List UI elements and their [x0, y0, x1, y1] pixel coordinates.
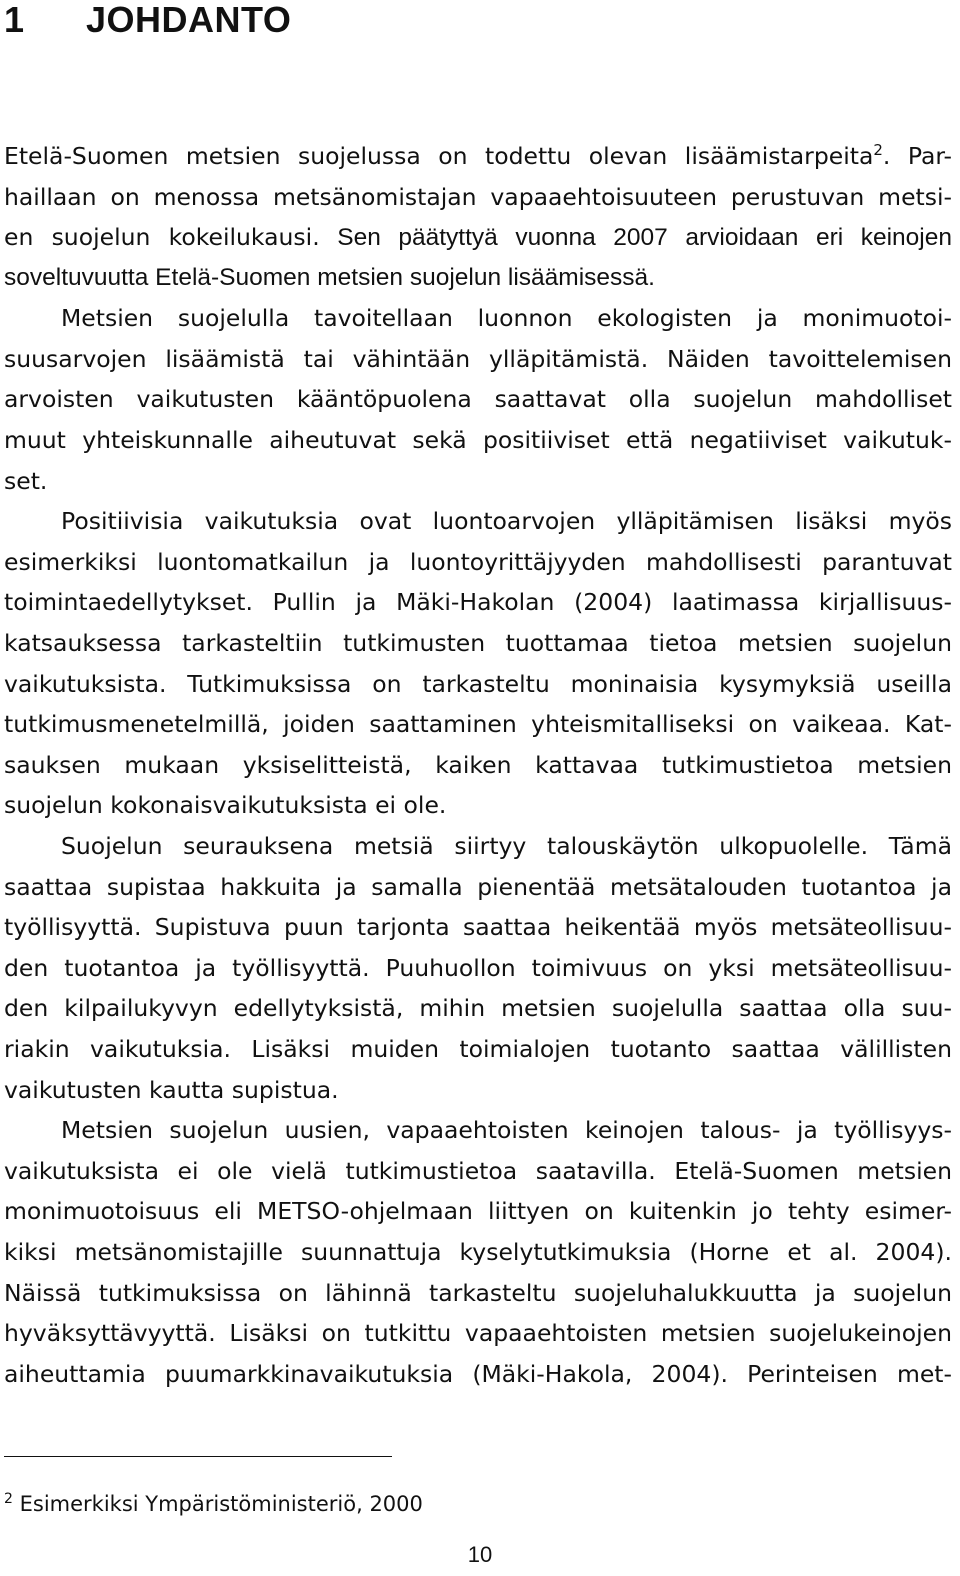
text-line: suojelun kokonaisvaikutuksista ei ole.: [4, 791, 447, 819]
text-line: den kilpailukyvyn edellytyksistä, mihin metsien suojelulla saattaa olla suu-: [4, 994, 952, 1022]
text-line: esimerkiksi luontomatkailun ja luontoyrittäjyyden mahdollisesti parantuvat: [4, 548, 952, 576]
text-line: vaikutuksista. Tutkimuksissa on tarkasteltu moninaisia kysymyksiä useilla: [4, 670, 952, 698]
text-line: muut yhteiskunnalle aiheutuvat sekä positiiviset että negatiiviset vaikutuk-: [4, 426, 952, 454]
text-line: Metsien suojelun uusien, vapaaehtoisten keinojen talous- ja työllisyys-: [61, 1116, 952, 1144]
text-line: soveltuvuutta Etelä-Suomen metsien suojelun lisäämisessä.: [4, 264, 655, 291]
footnote-separator: [4, 1456, 392, 1457]
text-line: monimuotoisuus eli METSO-ohjelmaan liittyen on kuitenkin jo tehty esimer-: [4, 1197, 952, 1225]
text-line: haillaan on menossa metsänomistajan vapaaehtoisuuteen perustuvan metsi-: [4, 183, 952, 211]
text-line: Positiivisia vaikutuksia ovat luontoarvojen ylläpitämisen lisäksi myös: [61, 507, 952, 535]
chapter-title: JOHDANTO: [86, 0, 292, 40]
text-line: en suojelun kokeilukausi. Sen päätyttyä vuonna 2007 arvioidaan eri keinojen: [4, 223, 952, 251]
text-line: vaikutusten kautta supistua.: [4, 1076, 339, 1104]
chapter-number: 1: [4, 0, 25, 40]
text-line: aiheuttamia puumarkkinavaikutuksia (Mäki-Hakola, 2004). Perinteisen met-: [4, 1360, 952, 1388]
text-line: toimintaedellytykset. Pullin ja Mäki-Hakolan (2004) laatimassa kirjallisuus-: [4, 588, 952, 616]
text-line: sauksen mukaan yksiselitteistä, kaiken kattavaa tutkimustietoa metsien: [4, 751, 952, 779]
text-line: hyväksyttävyyttä. Lisäksi on tutkittu vapaaehtoisten metsien suojelukeinojen: [4, 1319, 952, 1347]
footnote-reference[interactable]: 2: [873, 141, 883, 159]
footnote: [4, 1486, 423, 1522]
text-line: den tuotantoa ja työllisyyttä. Puuhuollon toimivuus on yksi metsäteollisuu-: [4, 954, 952, 982]
text-line: arvoisten vaikutusten kääntöpuolena saattavat olla suojelun mahdolliset: [4, 385, 952, 413]
text-line: saattaa supistaa hakkuita ja samalla pienentää metsätalouden tuotantoa ja: [4, 873, 952, 901]
text-line: suusarvojen lisäämistä tai vähintään ylläpitämistä. Näiden tavoittelemisen: [4, 345, 952, 373]
footnote-text: Esimerkiksi Ympäristöministeriö, 2000: [19, 1492, 423, 1516]
text-line: riakin vaikutuksia. Lisäksi muiden toimialojen tuotanto saattaa välillisten: [4, 1035, 952, 1063]
text-line: Metsien suojelulla tavoitellaan luonnon ekologisten ja monimuotoi-: [61, 304, 952, 332]
text-line: Näissä tutkimuksissa on lähinnä tarkasteltu suojeluhalukkuutta ja suojelun: [4, 1279, 952, 1307]
text-line: Suojelun seurauksena metsiä siirtyy talouskäytön ulkopuolelle. Tämä: [61, 832, 952, 860]
page-number: 10: [467, 1542, 493, 1567]
text-line: työllisyyttä. Supistuva puun tarjonta saattaa heikentää myös metsäteollisuu-: [4, 913, 952, 941]
text-line: kiksi metsänomistajille suunnattuja kyselytutkimuksia (Horne et al. 2004).: [4, 1238, 952, 1266]
text-line: set.: [4, 467, 48, 495]
chapter-heading: [4, 0, 291, 40]
text-line: katsauksessa tarkasteltiin tutkimusten tuottamaa tietoa metsien suojelun: [4, 629, 952, 657]
footnote-number: 2: [4, 1491, 13, 1507]
text-line: Etelä-Suomen metsien suojelussa on todettu olevan lisäämistarpeita$^2$. Par-: [4, 141, 952, 170]
text-line: vaikutuksista ei ole vielä tutkimustietoa saatavilla. Etelä-Suomen metsien: [4, 1157, 952, 1185]
text-line: tutkimusmenetelmillä, joiden saattaminen yhteismitalliseksi on vaikeaa. Kat-: [4, 710, 952, 738]
